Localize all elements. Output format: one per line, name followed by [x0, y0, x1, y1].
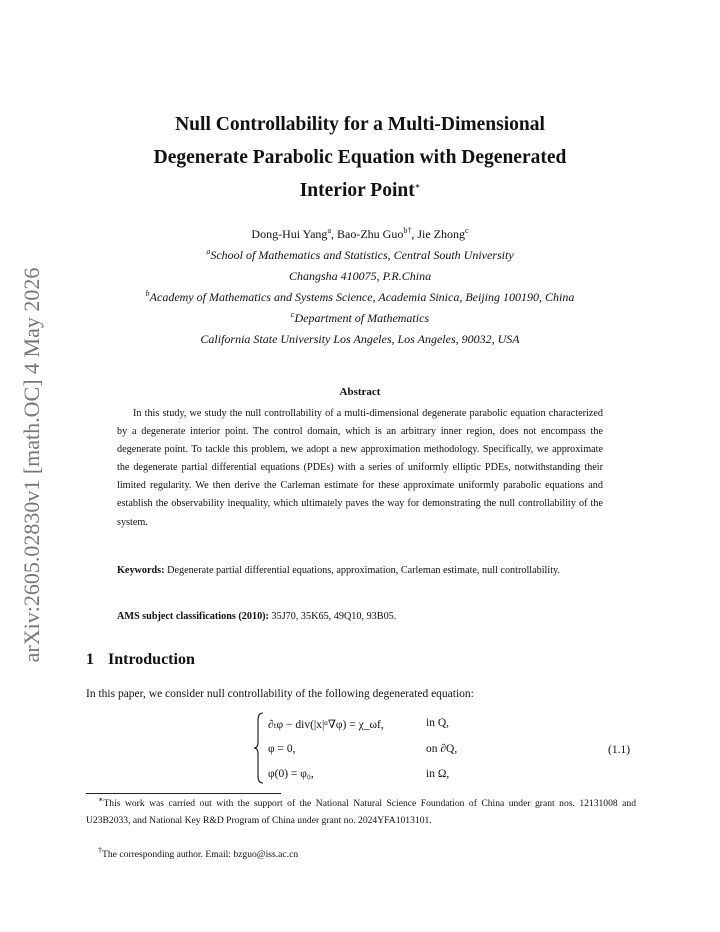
equation-row-1-rhs: in Q,: [426, 717, 449, 729]
title-line-1: Null Controllability for a Multi-Dimensional: [175, 114, 545, 135]
section-title: Introduction: [108, 651, 195, 668]
title-footnote-mark: ∗: [414, 181, 421, 191]
arxiv-sidebar-stamp: [14, 250, 50, 680]
equation-brace: [254, 712, 264, 784]
affiliation-2: $^b$Academy of Mathematics and Systems Science, Academia Sinica, Beijing 100190, China: [145, 289, 575, 304]
arxiv-id: arXiv:2605.02830v1 [math.OC] 4 May 2026: [19, 267, 44, 663]
title-line-2: Degenerate Parabolic Equation with Degenerated: [153, 147, 567, 168]
paper-title: [90, 108, 630, 207]
footnote-1-mark: ∗: [98, 794, 104, 804]
equation-number: (1.1): [608, 744, 631, 756]
keywords-label: Keywords:: [117, 565, 165, 576]
author-list: Dong-Hui Yang$^a$, Bao-Zhu Guo$^{b\dagger}$, Jie Zhong$^c$: [251, 226, 469, 241]
author-2: , Bao-Zhu Guo: [331, 227, 404, 241]
equation-row-2-lhs: φ = 0,: [268, 743, 296, 755]
author-1: Dong-Hui Yang: [251, 227, 328, 241]
footnote-corresponding-author: †The corresponding author. Email: bzguo@iss.ac.cn: [98, 845, 299, 860]
affiliation-3: $^c$Department of Mathematics: [290, 310, 430, 325]
affiliation-1: $^a$School of Mathematics and Statistics, Central South University: [206, 247, 514, 262]
affiliation-3-address: California State University Los Angeles, Los Angeles, 90032, USA: [200, 332, 520, 346]
abstract-heading: Abstract: [339, 386, 381, 398]
equation-row-3-lhs: φ(0) = φ₀,: [268, 768, 314, 780]
affiliation-1-address: Changsha 410075, P.R.China: [288, 269, 432, 283]
keywords: [117, 562, 603, 580]
author-block: [80, 224, 640, 350]
footnote-2-mark: †: [98, 845, 102, 855]
section-heading: [86, 651, 195, 669]
section-number: 1: [86, 651, 94, 668]
ams-label: AMS subject classifications (2010):: [117, 611, 269, 622]
keywords-text: Degenerate partial differential equations, approximation, Carleman estimate, null controllability.: [164, 565, 561, 576]
intro-paragraph: In this paper, we consider null controllability of the following degenerated equation:: [86, 688, 474, 700]
abstract-text: In this study, we study the null controllability of a multi-dimensional degenerate parabolic equation characterized by a degenerate interior point. The control domain, which is an arbitrary inner region, does not encompass the degenerate point. To tackle this problem, we adopt a new approximation methodology. Specifically, we approximate the degenerate partial differential equations (PDEs) with a series of uniformly elliptic PDEs, notwithstanding their limited regularity. We then derive the Carleman estimate for these approximate uniformly parabolic equations and establish the observability inequality, which ultimately paves the way for demonstrating the null controllability of the system.: [117, 408, 603, 528]
title-line-3: Interior Point∗: [299, 180, 421, 201]
equation-row-2-rhs: on ∂Q,: [426, 743, 458, 755]
ams-classification: [117, 608, 603, 626]
equation-row-3-rhs: in Ω,: [426, 768, 450, 780]
footnote-funding: ∗This work was carried out with the support of the National Natural Science Foundation of China under grant nos. 12131008 and U23B2033, and National Key R&D Program of China under grant no. 2024YFA1013101.: [86, 794, 636, 826]
ams-text: 35J70, 35K65, 49Q10, 93B05.: [268, 611, 397, 622]
equation-row-1-lhs: ∂ₜφ − div(|x|ᵅ∇φ) = χ_ωf,: [268, 719, 384, 731]
author-3: , Jie Zhong: [411, 227, 465, 241]
footnote-rule: [86, 793, 281, 794]
